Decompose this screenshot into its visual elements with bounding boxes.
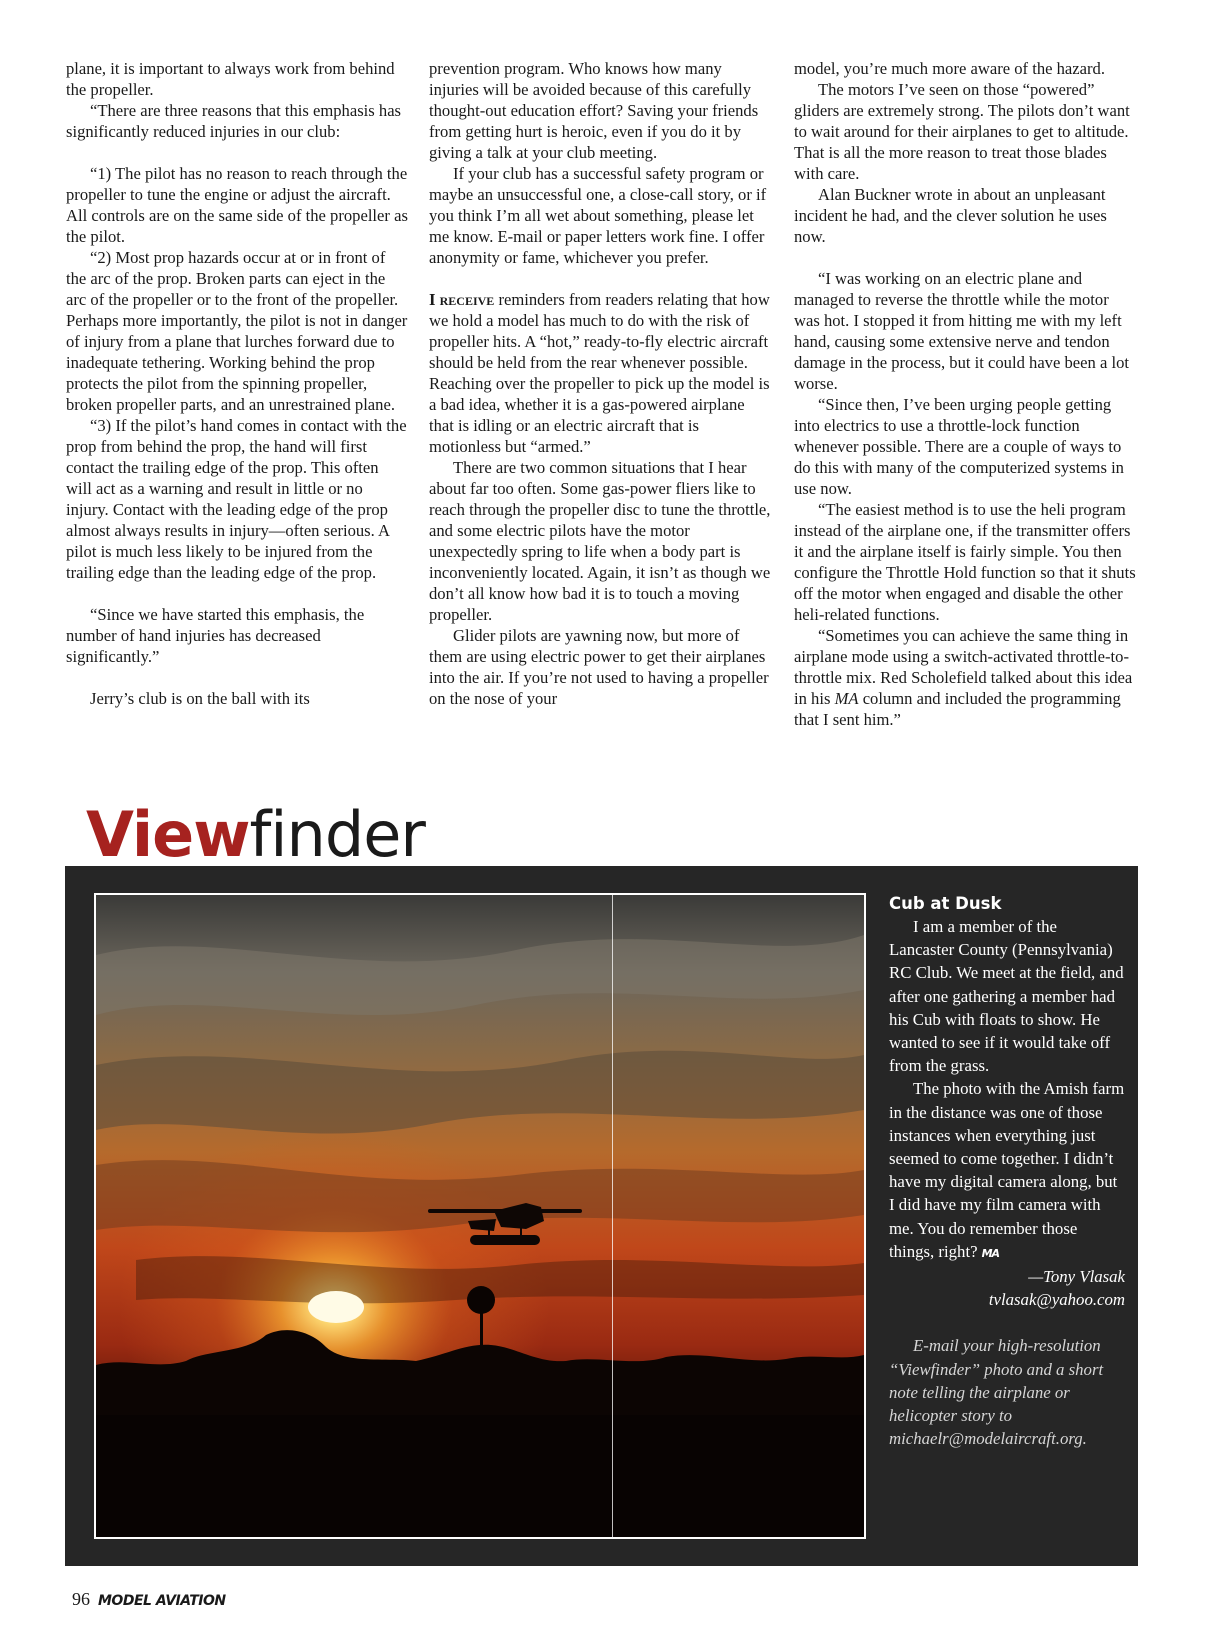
paragraph: “2) Most prop hazards occur at or in front of the arc of the prop. Broken parts can eject in the arc of the propeller or to the front of the propeller. Perhaps more importantly, the pilot is not in danger of injury from a plane that lurches forward due to inadequate tethering. Working behind the prop protects the pilot from the spinning propeller, broken propeller parts, and an unrestrained plane. [66, 248, 408, 414]
paragraph: Alan Buckner wrote in about an unpleasant incident he had, and the clever solution he uses now. [794, 185, 1107, 246]
caption-signature: —Tony Vlasak [1028, 1267, 1125, 1287]
paragraph: “3) If the pilot’s hand comes in contact with the prop from behind the prop, the hand will first contact the trailing edge of the prop. This often will act as a warning and result in little or no injury. Contact with the leading edge of the prop almost always results in injury—often serious. A pilot is much less likely to be injured from the trailing edge than the leading edge of the prop. [66, 416, 407, 582]
paragraph-text: reminders from readers relating that how we hold a model has much to do with the risk of propeller hits. A “hot,” ready-to-fly electric aircraft should be held from the rear whenever possible. Reaching over the propeller to pick up the model is a bad idea, whether it is a gas-powered airplane that is idling or an electric aircraft that is motionless but “armed.” [429, 290, 770, 456]
section-paragraph [429, 289, 771, 457]
page-number: 96 [72, 1589, 90, 1609]
caption-text: The photo with the Amish farm in the distance was one of those instances when everything just seemed to come together. I didn’t have my digital camera along, but I did have my film camera with me. You do remember those things, right? [889, 1079, 1125, 1261]
paragraph: “Since then, I’ve been urging people getting into electrics to use a throttle-lock function whenever possible. There are a couple of ways to do this with many of the computerized systems in use now. [794, 395, 1124, 498]
sunset-cub-photo [96, 895, 864, 1537]
photo-caption [889, 892, 1125, 1450]
paragraph: There are two common situations that I hear about far too often. Some gas-power fliers like to reach through the propeller disc to tune the throttle, and some electric pilots have the motor unexpectedly spring to life when a body part is inconveniently located. Again, it isn’t as though we don’t all know how bad it is to touch a moving propeller. [429, 458, 771, 624]
paragraph: model, you’re much more aware of the hazard. [794, 59, 1105, 78]
paragraph [794, 625, 1136, 730]
caption-paragraph: I am a member of the Lancaster County (Pennsylvania) RC Club. We meet at the field, and after one gathering a member had his Cub with floats to show. He wanted to see if it would take off from the grass. [889, 917, 1124, 1076]
photo-frame [94, 893, 866, 1539]
article-column-1 [66, 58, 408, 709]
ma-end-mark: MA [981, 1246, 1000, 1260]
contact-email: tvlasak@yahoo.com [988, 1290, 1125, 1310]
paragraph: prevention program. Who knows how many injuries will be avoided because of this carefully thought-out education effort? Saving your friends from getting hurt is heroic, even if you do it by giving a talk at your club meeting. [429, 59, 759, 162]
magazine-name: MODEL AVIATION [98, 1593, 226, 1609]
ma-reference: MA [834, 689, 859, 708]
submission-note: E-mail your high-resolution “Viewfinder” photo and a short note telling the airplane or helicopter story to michaelr@modelaircraft.org. [889, 1336, 1104, 1449]
paragraph: Jerry’s club is on the ball with its [90, 689, 310, 708]
paragraph-text: “Sometimes you can achieve the same thing in airplane mode using a switch-activated throttle-to-throttle mix. Red Scholefield talked about this idea in his [794, 626, 1133, 708]
caption-paragraph [889, 1077, 1125, 1265]
paragraph-text: column and included the programming that I sent him.” [794, 689, 1121, 729]
paragraph: “There are three reasons that this emphasis has significantly reduced injuries in our club: [66, 101, 402, 141]
article-column-2 [429, 58, 771, 709]
viewfinder-heading [86, 798, 425, 871]
paragraph: “I was working on an electric plane and managed to reverse the throttle while the motor was hot. I stopped it from hitting me with my left hand, causing some extensive nerve and tendon damage in the process, but it could have been a lot worse. [794, 269, 1129, 393]
page-gutter-line [612, 895, 613, 1537]
viewfinder-panel [65, 866, 1138, 1566]
paragraph: “The easiest method is to use the heli program instead of the airplane one, if the transmitter offers it and the airplane itself is fairly simple. You then configure the Throttle Hold function so that it shuts off the motor when engaged and disable the other heli-related functions. [794, 500, 1136, 624]
paragraph: The motors I’ve seen on those “powered” gliders are extremely strong. The pilots don’t want to wait around for their airplanes to get to altitude. That is all the more reason to treat those blades with care. [794, 80, 1130, 183]
heading-part-red: View [86, 798, 250, 871]
article-column-3 [794, 58, 1136, 730]
page-folio [72, 1589, 226, 1610]
caption-title: Cub at Dusk [889, 894, 1002, 913]
paragraph: If your club has a successful safety program or maybe an unsuccessful one, a close-call story, or if you think I’m all wet about something, please let me know. E-mail or paper letters work fine. I offer anonymity or fame, whichever you prefer. [429, 164, 767, 267]
paragraph: “Since we have started this emphasis, the number of hand injuries has decreased significantly.” [66, 605, 365, 666]
paragraph: Glider pilots are yawning now, but more of them are using electric power to get their airplanes into the air. If you’re not used to having a propeller on the nose of your [429, 626, 769, 708]
heading-part-black: finder [249, 798, 425, 871]
paragraph: “1) The pilot has no reason to reach through the propeller to tune the engine or adjust the aircraft. All controls are on the same side of the propeller as the pilot. [66, 164, 408, 246]
paragraph: plane, it is important to always work from behind the propeller. [66, 59, 395, 99]
section-lead-in: I receive [429, 290, 495, 309]
